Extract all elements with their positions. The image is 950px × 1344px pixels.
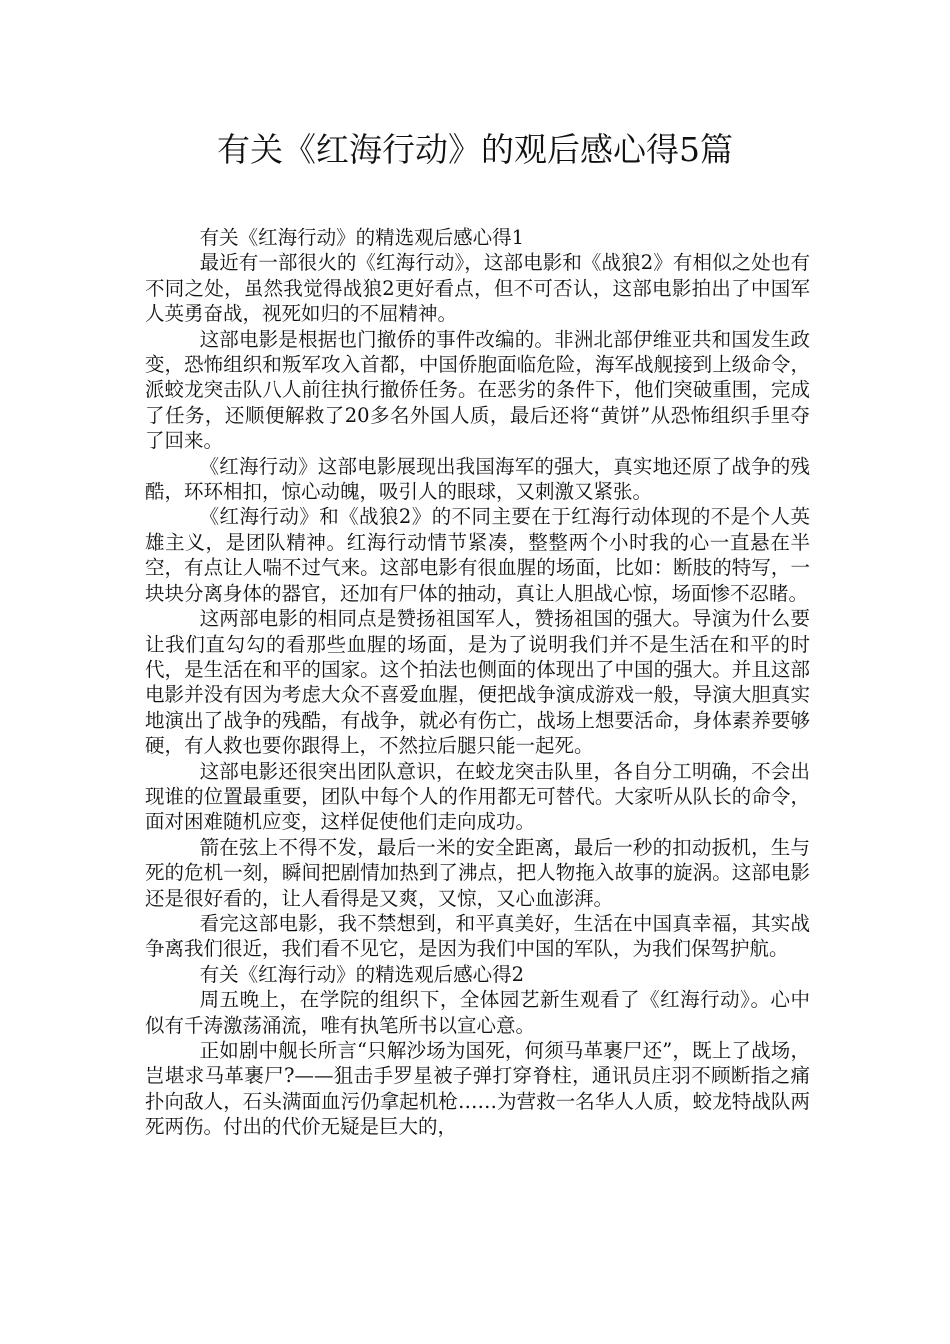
paragraph: 周五晚上，在学院的组织下，全体园艺新生观看了《红海行动》。心中似有千涛激荡涌流，唯有执笔所书以宣心意。 [145,988,810,1037]
section-heading: 有关《红海行动》的精选观后感心得1 [199,226,525,249]
paragraph: 箭在弦上不得不发，最后一米的安全距离，最后一秒的扣动扳机，生与死的危机一刻，瞬间把剧情加热到了沸点，把人物拖入故事的旋涡。这部电影还是很好看的，让人看得是又爽，又惊，又心血澎湃。 [145,835,810,910]
paragraph: 《红海行动》这部电影展现出我国海军的强大，真实地还原了战争的残酷，环环相扣，惊心动魄，吸引人的眼球，又刺激又紧张。 [145,454,810,504]
paragraph: 这部电影是根据也门撤侨的事件改编的。非洲北部伊维亚共和国发生政变，恐怖组织和叛军攻入首都，中国侨胞面临危险，海军战舰接到上级命令，派蛟龙突击队八人前往执行撤侨任务。在恶劣的条件下，他们突破重围，完成了任务，还顺便解救了20多名外国人质，最后还将“黄饼”从恐怖组织手里夺了回来。 [145,327,810,453]
paragraph: 最近有一部很火的《红海行动》，这部电影和《战狼2》有相似之处也有不同之处，虽然我觉得战狼2更好看点，但不可否认，这部电影拍出了中国军人英勇奋战，视死如归的不屈精神。 [145,251,810,326]
paragraph: 《红海行动》和《战狼2》的不同主要在于红海行动体现的不是个人英雄主义，是团队精神。红海行动情节紧凑，整整两个小时我的心一直悬在半空，有点让人喘不过气来。这部电影有很血腥的场面，比如：断肢的特写，一块块分离身体的器官，还加有尸体的抽动，真让人胆战心惊，场面惨不忍睹。 [145,505,810,605]
paragraph: 这两部电影的相同点是赞扬祖国军人，赞扬祖国的强大。导演为什么要让我们直勾勾的看那些血腥的场面，是为了说明我们并不是生活在和平的时代，是生活在和平的国家。这个拍法也侧面的体现出了中国的强大。并且这部电影并没有因为考虑大众不喜爱血腥，便把战争演成游戏一般，导演大胆真实地演出了战争的残酷，有战争，就必有伤亡，战场上想要活命，身体素养要够硬，有人救也要你跟得上，不然拉后腿只能一起死。 [145,607,810,758]
paragraph: 这部电影还很突出团队意识，在蛟龙突击队里，各自分工明确，不会出现谁的位置最重要，团队中每个人的作用都无可替代。大家听从队长的命令，面对困难随机应变，这样促使他们走向成功。 [145,759,810,834]
document-body [145,225,810,1140]
section-heading: 有关《红海行动》的精选观后感心得2 [199,962,525,986]
paragraph: 正如剧中舰长所言“只解沙场为国死，何须马革裹尸还”，既上了战场，岂堪求马革裹尸?——狙击手罗星被子弹打穿脊柱，通讯员庄羽不顾断指之痛扑向敌人，石头满面血污仍拿起机枪……为营救一名华人人质，蛟龙特战队两死两伤。付出的代价无疑是巨大的， [145,1039,810,1139]
paragraph: 看完这部电影，我不禁想到，和平真美好，生活在中国真幸福，其实战争离我们很近，我们看不见它，是因为我们中国的军队，为我们保驾护航。 [145,911,810,961]
document-title: 有关《红海行动》的观后感心得5篇 [217,130,733,169]
